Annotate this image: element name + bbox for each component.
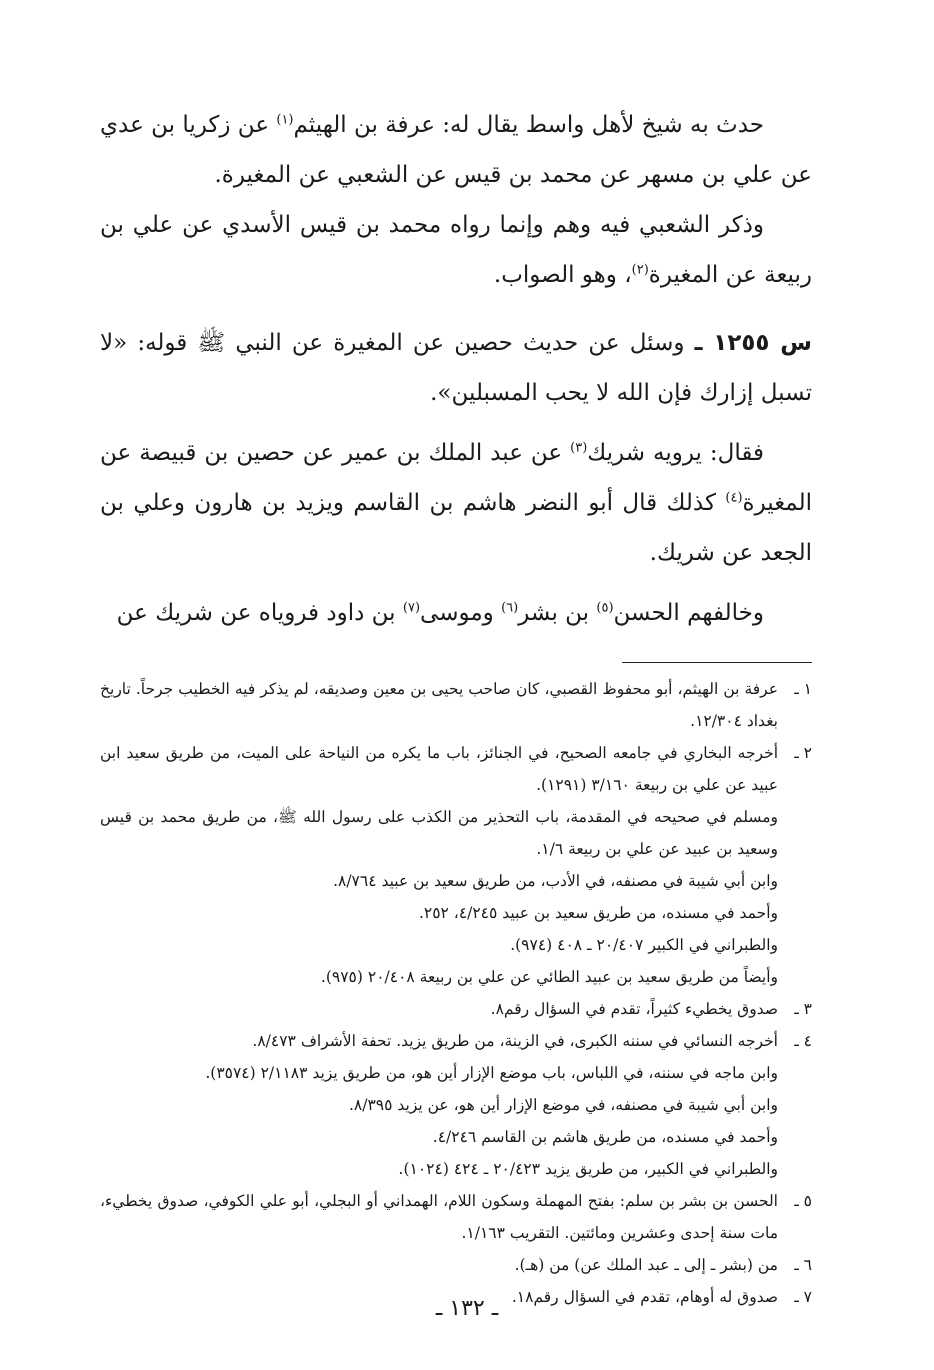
footnote-line: وأيضاً من طريق سعيد بن عبيد الطائي عن علي بن ربيعة ٢٠/٤٠٨ (٩٧٥). bbox=[320, 968, 778, 986]
footnote-ref: (٤) bbox=[725, 490, 743, 506]
question-1255 bbox=[100, 318, 812, 418]
footnote-line: والطبراني في الكبير ٢٠/٤٠٧ ـ ٤٠٨ (٩٧٤). bbox=[510, 936, 778, 954]
footnotes bbox=[100, 673, 812, 1313]
paragraph-2: وذكر الشعبي فيه وهم وإنما رواه محمد بن قيس الأسدي عن علي بن ربيعة عن المغيرة$^{(٢)}$، وهو الصواب. bbox=[100, 212, 812, 288]
footnote-body bbox=[100, 737, 778, 993]
footnote-body bbox=[100, 1249, 778, 1281]
footnote-line: من (بشر ـ إلى ـ عبد الملك عن) من (هـ). bbox=[514, 1256, 778, 1274]
question-text: وسئل عن حديث حصين عن المغيرة عن النبي ﷺ قوله: «لا تسبل إزارك فإن الله لا يحب المسبلين». bbox=[100, 330, 812, 406]
footnote-line: وابن أبي شيبة في مصنفه، في الأدب، من طريق سعيد بن عبيد ٨/٧٦٤. bbox=[333, 872, 778, 890]
footnote-body bbox=[100, 673, 778, 737]
footnote-5 bbox=[100, 1185, 812, 1249]
footnote-number: ٤ ـ bbox=[794, 1032, 812, 1050]
footnote-2 bbox=[100, 737, 812, 993]
footnote-line: عرفة بن الهيثم، أبو محفوظ القصبي، كان صاحب يحيى بن معين وصديقه، لم يذكر فيه الخطيب جرحاً. تاريخ بغداد ١٢/٣٠٤. bbox=[100, 680, 778, 730]
paragraph-1: حدث به شيخ لأهل واسط يقال له: عرفة بن الهيثم$^{(١)}$ عن زكريا بن عدي عن علي بن مسهر عن محمد بن قيس عن الشعبي عن المغيرة. bbox=[100, 112, 812, 188]
page-number: ـ ١٣٢ ـ bbox=[435, 1296, 499, 1321]
footnote-number: ٧ ـ bbox=[794, 1288, 812, 1306]
footnote-number: ١ ـ bbox=[794, 680, 812, 698]
footnote-line: صدوق يخطيء كثيراً، تقدم في السؤال رقم٨. bbox=[490, 1000, 778, 1018]
footnote-ref: (١) bbox=[276, 112, 294, 128]
footnote-separator bbox=[622, 662, 812, 663]
footnote-line: والطبراني في الكبير، من طريق يزيد ٢٠/٤٢٣ ـ ٤٢٤ (١٠٢٤). bbox=[398, 1160, 778, 1178]
footnote-line: الحسن بن بشر بن سلم: بفتح المهملة وسكون اللام، الهمداني أو البجلي، أبو علي الكوفي، صدوق يخطيء، مات سنة إحدى وعشرين ومائتين. التقريب ١/١٦٣. bbox=[100, 1192, 778, 1242]
footnote-number: ٢ ـ bbox=[794, 744, 812, 762]
footnote-1 bbox=[100, 673, 812, 737]
footnote-line: وأحمد في مسنده، من طريق سعيد بن عبيد ٤/٢٤٥، ٢٥٢. bbox=[418, 904, 778, 922]
footnote-3 bbox=[100, 993, 812, 1025]
footnote-number: ٦ ـ bbox=[794, 1256, 812, 1274]
footnote-ref: (٥) bbox=[596, 600, 614, 616]
footnote-ref: (٧) bbox=[402, 600, 421, 616]
footnote-ref: (٢) bbox=[631, 262, 649, 278]
footnote-number: ٥ ـ bbox=[794, 1192, 812, 1210]
footnote-line: أخرجه النسائي في سننه الكبرى، في الزينة، من طريق يزيد. تحفة الأشراف ٨/٤٧٣. bbox=[252, 1032, 778, 1050]
footnote-line: ومسلم في صحيحه في المقدمة، باب التحذير من الكذب على رسول الله ﷺ، من طريق محمد بن قيس وسعيد بن عبيد عن علي بن ربيعة ١/٦. bbox=[100, 808, 778, 858]
footnote-number: ٣ ـ bbox=[794, 1000, 812, 1018]
footnote-4 bbox=[100, 1025, 812, 1185]
footnote-ref: (٦) bbox=[501, 600, 519, 616]
question-number: س ١٢٥٥ ـ bbox=[694, 330, 812, 356]
paragraph-3: فقال: يرويه شريك$^{(٣)}$ عن عبد الملك بن عمير عن حصين بن قبيصة عن المغيرة$^{(٤)}$ كذلك قال أبو النضر هاشم بن القاسم ويزيد بن هارون وعلي بن الجعد عن شريك. bbox=[100, 440, 812, 566]
footnote-body bbox=[100, 1185, 778, 1249]
footnote-line: وأحمد في مسنده، من طريق هاشم بن القاسم ٤/٢٤٦. bbox=[432, 1128, 778, 1146]
footnote-body bbox=[100, 1025, 778, 1185]
footnote-line: وابن ماجه في سننه، في اللباس، باب موضع الإزار أين هو، من طريق يزيد ٢/١١٨٣ (٣٥٧٤). bbox=[205, 1064, 778, 1082]
footnote-line: صدوق له أوهام، تقدم في السؤال رقم١٨. bbox=[511, 1288, 778, 1306]
paragraph-4: وخالفهم الحسن$^{(٥)}$ بن بشر$^{(٦)}$ وموسى$^{(٧)}$ بن داود فروياه عن شريك عن bbox=[116, 600, 764, 626]
footnote-6 bbox=[100, 1249, 812, 1281]
footnote-line: وابن أبي شيبة في مصنفه، في موضع الإزار أين هو، عن يزيد ٨/٣٩٥. bbox=[348, 1096, 778, 1114]
footnote-ref: (٣) bbox=[570, 440, 588, 456]
main-text bbox=[100, 100, 812, 638]
page bbox=[100, 100, 812, 1340]
footnote-line: أخرجه البخاري في جامعه الصحيح، في الجنائز، باب ما يكره من النياحة على الميت، من طريق سعيد ابن عبيد عن علي بن ربيعة ٣/١٦٠ (١٢٩١). bbox=[100, 744, 778, 794]
footnote-body bbox=[100, 993, 778, 1025]
